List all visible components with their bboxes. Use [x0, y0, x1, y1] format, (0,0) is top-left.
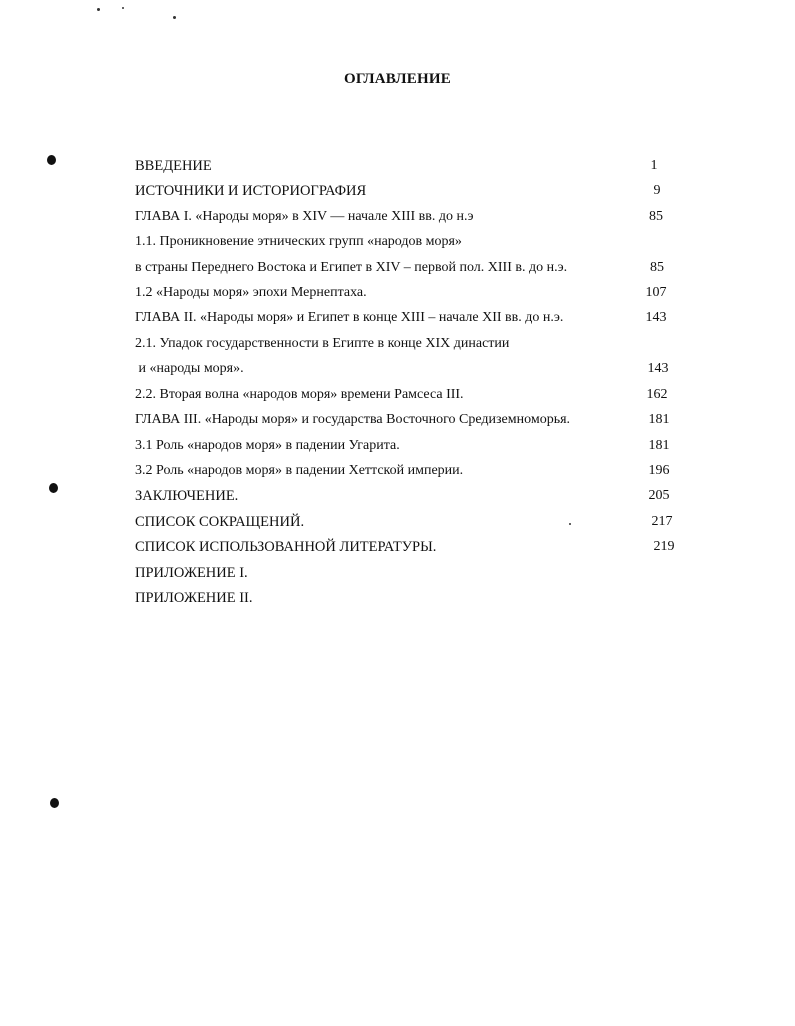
toc-entry-page: 162 [646, 387, 668, 402]
binder-hole [50, 798, 59, 808]
toc-entry-label: 3.1 Роль «народов моря» в падении Угарита. [135, 438, 400, 453]
toc-entry [0, 461, 795, 483]
toc-entry-page: 107 [645, 285, 667, 300]
toc-entry-page: 181 [648, 438, 670, 453]
toc-entry-page: 205 [648, 488, 670, 503]
scan-speck [173, 16, 176, 19]
toc-entry [0, 207, 795, 229]
toc-entry [0, 283, 795, 305]
toc-entry-label: ВВЕДЕНИЕ [135, 158, 212, 174]
toc-entry-page: 217 [651, 514, 673, 529]
toc-entry-label: СПИСОК СОКРАЩЕНИЙ. [135, 514, 305, 530]
toc-entry-page: 85 [650, 260, 664, 275]
scan-speck [122, 7, 124, 9]
toc-entry-page: 1 [650, 158, 658, 173]
toc-entry [0, 537, 795, 559]
toc-entry [0, 410, 795, 432]
toc-entry [0, 258, 795, 280]
toc-entry [0, 156, 795, 178]
toc-entry-label: ЗАКЛЮЧЕНИЕ. [135, 488, 239, 504]
toc-entry-label: ГЛАВА II. «Народы моря» и Египет в конце XIII – начале XII вв. до н.э. [135, 310, 564, 325]
toc-entry-label: ГЛАВА III. «Народы моря» и государства Восточного Средиземноморья. [135, 412, 571, 427]
toc-entry-page: 143 [647, 361, 669, 376]
toc-entry [0, 359, 795, 381]
toc-entry-label: ПРИЛОЖЕНИЕ I. [135, 565, 248, 581]
toc-entry-label: ГЛАВА I. «Народы моря» в XIV — начале XIII вв. до н.э [135, 209, 474, 224]
toc-entry [0, 385, 795, 407]
toc-entry-label: 2.1. Упадок государственности в Египте в конце XIX династии [135, 336, 510, 351]
toc-entry-label: 1.1. Проникновение этнических групп «народов моря» [135, 234, 462, 249]
toc-entry [0, 334, 795, 356]
toc-entry-label: и «народы моря». [135, 361, 244, 376]
toc-entry-page: 85 [649, 209, 663, 224]
toc-entry [0, 512, 795, 534]
toc-entry [0, 181, 795, 203]
toc-entry-label: ПРИЛОЖЕНИЕ II. [135, 590, 253, 606]
toc-entry-page: 181 [648, 412, 670, 427]
toc-entry-label: 2.2. Вторая волна «народов моря» времени Рамсеса III. [135, 387, 464, 402]
toc-entry-page: 143 [645, 310, 667, 325]
toc-entry-label: СПИСОК ИСПОЛЬЗОВАННОЙ ЛИТЕРАТУРЫ. [135, 539, 437, 555]
toc-entry [0, 232, 795, 254]
toc-entry-label: в страны Переднего Востока и Египет в XIV – первой пол. XIII в. до н.э. [135, 260, 568, 275]
toc-entry [0, 588, 795, 610]
page-title: ОГЛАВЛЕНИЕ [344, 71, 451, 87]
toc-entry-page: 9 [653, 183, 661, 198]
toc-entry-page: 219 [653, 539, 675, 554]
toc-entry [0, 563, 795, 585]
scan-speck [97, 8, 100, 11]
toc-entry-label: ИСТОЧНИКИ И ИСТОРИОГРАФИЯ [135, 183, 367, 199]
toc-entry-label: 1.2 «Народы моря» эпохи Мернептаха. [135, 285, 367, 300]
toc-entry [0, 436, 795, 458]
toc-entry-page: 196 [648, 463, 670, 478]
toc-entry [0, 308, 795, 330]
toc-entry-label: 3.2 Роль «народов моря» в падении Хеттской империи. [135, 463, 464, 478]
toc-entry [0, 486, 795, 508]
